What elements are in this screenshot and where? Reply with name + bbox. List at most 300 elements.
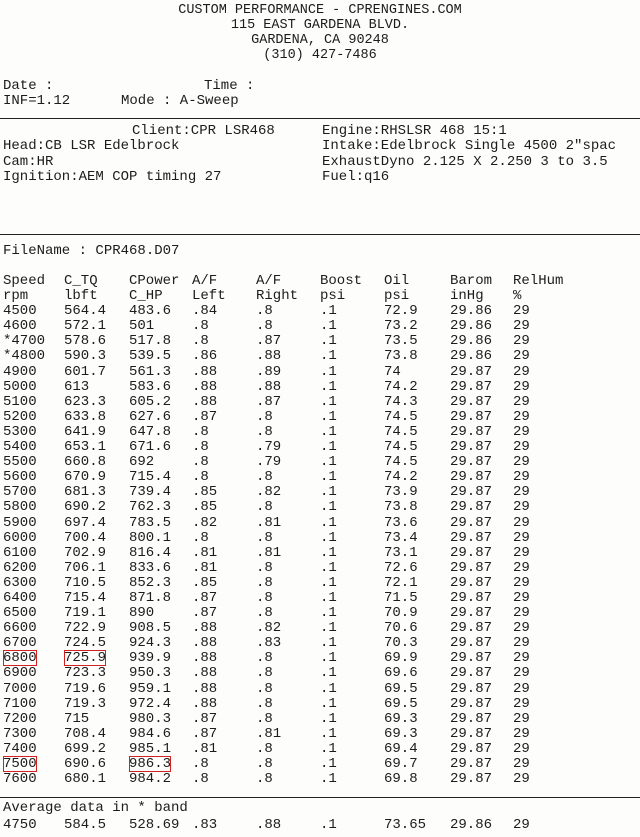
table-cell: 29.87 — [450, 695, 493, 712]
table-cell: .87 — [192, 710, 218, 727]
column-unit: C_HP — [129, 288, 163, 305]
table-cell: 29 — [513, 529, 530, 546]
table-cell: .88 — [256, 378, 282, 395]
column-header: A/F — [256, 273, 282, 289]
table-cell: 29 — [513, 484, 530, 501]
table-cell: 7200 — [3, 710, 37, 727]
average-values — [3, 818, 573, 833]
table-cell: 69.9 — [384, 650, 418, 667]
table-cell: .1 — [320, 756, 337, 772]
table-cell: .88 — [192, 665, 218, 682]
average-cell: 4750 — [3, 817, 37, 833]
table-cell: 501 — [129, 318, 155, 335]
table-cell: .85 — [192, 484, 218, 501]
table-cell: .1 — [320, 544, 337, 561]
table-row — [3, 516, 573, 531]
table-cell: 69.7 — [384, 756, 418, 772]
table-cell: 647.8 — [129, 423, 172, 440]
table-cell: 29.87 — [450, 756, 493, 772]
table-cell: 29.87 — [450, 499, 493, 516]
average-cell: 73.65 — [384, 817, 427, 833]
table-row — [3, 651, 573, 666]
table-cell: .8 — [256, 665, 273, 682]
exhaust-info: ExhaustDyno 2.125 X 2.250 3 to 3.5 — [322, 154, 608, 170]
table-row — [3, 440, 573, 455]
table-cell: 724.5 — [64, 635, 107, 652]
table-cell: .8 — [256, 771, 273, 788]
table-cell: 852.3 — [129, 574, 172, 591]
table-cell: .81 — [192, 740, 218, 757]
table-cell: 890 — [129, 605, 155, 622]
table-cell: 715.4 — [129, 469, 172, 486]
table-cell: 29.87 — [450, 725, 493, 742]
column-header: Boost — [320, 273, 363, 289]
table-cell: .8 — [192, 771, 209, 788]
table-cell: 5400 — [3, 439, 37, 456]
table-cell: 800.1 — [129, 529, 172, 546]
table-cell: .87 — [192, 605, 218, 622]
column-unit: lbft — [64, 288, 98, 305]
table-row — [3, 546, 573, 561]
table-cell: .1 — [320, 378, 337, 395]
table-cell: 29.87 — [450, 665, 493, 682]
table-cell: 29.86 — [450, 348, 493, 365]
table-cell: .1 — [320, 514, 337, 531]
table-cell: 483.6 — [129, 303, 172, 320]
table-row — [3, 349, 573, 364]
table-cell: 816.4 — [129, 544, 172, 561]
table-cell: 29 — [513, 303, 530, 320]
table-cell: .88 — [192, 363, 218, 380]
table-cell: 69.5 — [384, 695, 418, 712]
table-cell: 623.3 — [64, 393, 107, 410]
table-cell: 29.86 — [450, 333, 493, 350]
table-cell: 29 — [513, 544, 530, 561]
table-cell: .8 — [192, 454, 209, 471]
table-cell: 710.5 — [64, 574, 107, 591]
table-cell: .1 — [320, 574, 337, 591]
table-cell: 29 — [513, 695, 530, 712]
table-cell: .1 — [320, 771, 337, 788]
table-cell: 29 — [513, 423, 530, 440]
table-cell: 29.87 — [450, 635, 493, 652]
table-cell: 29 — [513, 318, 530, 335]
table-cell — [129, 757, 192, 772]
table-cell: 73.6 — [384, 514, 418, 531]
table-cell: 29.87 — [450, 514, 493, 531]
table-cell: .8 — [256, 756, 273, 772]
column-unit: psi — [384, 288, 410, 305]
table-cell: .81 — [256, 725, 282, 742]
table-cell: 706.1 — [64, 559, 107, 576]
table-cell: 69.4 — [384, 740, 418, 757]
table-cell: 719.3 — [64, 695, 107, 712]
divider-bottom — [0, 797, 640, 798]
table-cell: 578.6 — [64, 333, 107, 350]
table-cell: 29 — [513, 620, 530, 637]
table-cell: *4800 — [3, 348, 46, 365]
average-cell: 584.5 — [64, 817, 107, 833]
table-cell: 73.9 — [384, 484, 418, 501]
table-row — [3, 334, 573, 349]
table-cell: 6600 — [3, 620, 37, 637]
table-cell: 723.3 — [64, 665, 107, 682]
table-cell: 680.1 — [64, 771, 107, 788]
table-cell: .82 — [192, 514, 218, 531]
table-cell: 29.87 — [450, 574, 493, 591]
table-cell: 7100 — [3, 695, 37, 712]
table-cell: .1 — [320, 695, 337, 712]
table-cell: 29.87 — [450, 710, 493, 727]
table-cell: 29 — [513, 725, 530, 742]
column-header: CPower — [129, 273, 180, 289]
table-cell: 70.6 — [384, 620, 418, 637]
table-cell: .81 — [192, 544, 218, 561]
table-cell: 653.1 — [64, 439, 107, 456]
table-cell: 6400 — [3, 589, 37, 606]
column-unit: Left — [192, 288, 226, 305]
table-cell: .1 — [320, 605, 337, 622]
table-cell: 73.5 — [384, 333, 418, 350]
table-cell: 29.87 — [450, 408, 493, 425]
table-cell: .1 — [320, 333, 337, 350]
average-label: Average data in * band — [3, 800, 188, 816]
table-row — [3, 455, 573, 470]
table-row — [3, 425, 573, 440]
table-cell: 633.8 — [64, 408, 107, 425]
table-cell: 5700 — [3, 484, 37, 501]
table-cell: .8 — [192, 529, 209, 546]
table-cell: 29.87 — [450, 620, 493, 637]
table-cell: 29.87 — [450, 680, 493, 697]
table-cell: .1 — [320, 318, 337, 335]
table-cell: 29.87 — [450, 363, 493, 380]
table-cell: 69.3 — [384, 725, 418, 742]
table-cell: 29 — [513, 680, 530, 697]
fuel-info: Fuel:q16 — [322, 169, 390, 185]
table-cell: 74.5 — [384, 423, 418, 440]
column-unit: Right — [256, 288, 299, 305]
table-cell: 71.5 — [384, 589, 418, 606]
table-cell: .8 — [256, 529, 273, 546]
average-cell: 528.69 — [129, 817, 180, 833]
table-cell: 722.9 — [64, 620, 107, 637]
table-cell: .8 — [256, 469, 273, 486]
table-cell: 74.5 — [384, 408, 418, 425]
head-info: Head:CB LSR Edelbrock — [3, 138, 180, 154]
table-cell: .85 — [192, 499, 218, 516]
table-cell: .88 — [192, 650, 218, 667]
table-cell: 833.6 — [129, 559, 172, 576]
table-cell: 29.87 — [450, 589, 493, 606]
table-cell: 783.5 — [129, 514, 172, 531]
table-row — [3, 365, 573, 380]
table-cell: .1 — [320, 665, 337, 682]
table-cell: 564.4 — [64, 303, 107, 320]
table-cell: .8 — [256, 695, 273, 712]
column-header: RelHum — [513, 273, 564, 289]
table-row — [3, 606, 573, 621]
table-row — [3, 410, 573, 425]
table-cell: 871.8 — [129, 589, 172, 606]
table-cell: .8 — [256, 740, 273, 757]
table-cell: .88 — [256, 348, 282, 365]
table-cell: .88 — [192, 680, 218, 697]
table-cell: .81 — [192, 559, 218, 576]
highlight-box: 986.3 — [129, 756, 172, 772]
column-unit: % — [513, 288, 522, 305]
table-cell: .88 — [192, 635, 218, 652]
table-cell: 605.2 — [129, 393, 172, 410]
table-cell: 29 — [513, 650, 530, 667]
table-cell: 572.1 — [64, 318, 107, 335]
table-cell: 29.87 — [450, 484, 493, 501]
table-cell: 74 — [384, 363, 401, 380]
table-cell: 6300 — [3, 574, 37, 591]
file-name: FileName : CPR468.D07 — [3, 243, 180, 259]
table-cell: 29.87 — [450, 423, 493, 440]
table-cell: 739.4 — [129, 484, 172, 501]
table-cell: 74.3 — [384, 393, 418, 410]
table-cell: 715 — [64, 710, 90, 727]
table-cell: .1 — [320, 650, 337, 667]
highlight-box: 6800 — [3, 650, 37, 667]
table-cell: 6900 — [3, 665, 37, 682]
table-cell: 29.87 — [450, 439, 493, 456]
table-cell: .1 — [320, 725, 337, 742]
table-cell: 29 — [513, 559, 530, 576]
table-cell: .87 — [192, 589, 218, 606]
column-header: Barom — [450, 273, 493, 289]
table-cell: 984.2 — [129, 771, 172, 788]
column-header: Speed — [3, 273, 46, 289]
table-cell: 29 — [513, 408, 530, 425]
table-cell: 70.9 — [384, 605, 418, 622]
table-cell: 590.3 — [64, 348, 107, 365]
table-cell: 29 — [513, 574, 530, 591]
company-city: GARDENA, CA 90248 — [251, 33, 389, 48]
time-label: Time : — [204, 78, 255, 94]
table-row — [3, 682, 573, 697]
column-unit: inHg — [450, 288, 484, 305]
table-cell — [3, 757, 64, 772]
table-cell: 29.87 — [450, 559, 493, 576]
table-cell: .1 — [320, 559, 337, 576]
table-cell: 601.7 — [64, 363, 107, 380]
table-row — [3, 319, 573, 334]
table-row — [3, 727, 573, 742]
table-cell: .8 — [256, 650, 273, 667]
table-cell: .1 — [320, 635, 337, 652]
company-phone: (310) 427-7486 — [263, 48, 377, 63]
table-cell: 700.4 — [64, 529, 107, 546]
table-cell: 641.9 — [64, 423, 107, 440]
table-cell: 980.3 — [129, 710, 172, 727]
table-cell: 69.5 — [384, 680, 418, 697]
table-cell: 29 — [513, 605, 530, 622]
table-cell: .8 — [256, 499, 273, 516]
table-cell: .1 — [320, 303, 337, 320]
table-cell: 692 — [129, 454, 155, 471]
table-cell: 5300 — [3, 423, 37, 440]
highlight-box: 725.9 — [64, 650, 107, 667]
divider-middle — [0, 234, 640, 235]
table-row — [3, 742, 573, 757]
table-cell: 539.5 — [129, 348, 172, 365]
table-cell: 74.5 — [384, 454, 418, 471]
table-cell: 29.86 — [450, 318, 493, 335]
table-cell: 29 — [513, 469, 530, 486]
table-cell: 29.87 — [450, 771, 493, 788]
table-cell: .8 — [256, 423, 273, 440]
table-cell: 29 — [513, 333, 530, 350]
table-cell: 29 — [513, 771, 530, 788]
table-row — [3, 485, 573, 500]
table-cell: 29 — [513, 665, 530, 682]
average-cell: .83 — [192, 817, 218, 833]
table-cell: .81 — [256, 544, 282, 561]
table-cell: 29 — [513, 499, 530, 516]
table-cell: 972.4 — [129, 695, 172, 712]
table-cell: .87 — [256, 393, 282, 410]
table-cell: 7600 — [3, 771, 37, 788]
table-cell: .1 — [320, 348, 337, 365]
table-cell: 29 — [513, 710, 530, 727]
column-header: A/F — [192, 273, 218, 289]
column-header: Oil — [384, 273, 410, 289]
cam-info: Cam:HR — [3, 154, 54, 170]
intake-info: Intake:Edelbrock Single 4500 2"spac — [322, 138, 617, 154]
table-cell: 29.87 — [450, 393, 493, 410]
table-cell: 29.87 — [450, 378, 493, 395]
table-cell: .87 — [192, 725, 218, 742]
table-cell: 72.6 — [384, 559, 418, 576]
table-cell: 670.9 — [64, 469, 107, 486]
table-cell: 29 — [513, 635, 530, 652]
table-cell: .85 — [192, 574, 218, 591]
table-cell: 6500 — [3, 605, 37, 622]
table-cell: .8 — [256, 303, 273, 320]
dyno-data-table — [3, 274, 573, 787]
table-cell: .8 — [256, 589, 273, 606]
client-info: Client:CPR LSR468 — [132, 123, 275, 139]
table-cell: 939.9 — [129, 650, 172, 667]
table-cell: .82 — [256, 484, 282, 501]
table-cell: .79 — [256, 454, 282, 471]
table-cell: .1 — [320, 454, 337, 471]
table-cell: .83 — [256, 635, 282, 652]
table-cell: .88 — [192, 695, 218, 712]
table-row — [3, 636, 573, 651]
table-cell: .1 — [320, 363, 337, 380]
table-cell: 29 — [513, 514, 530, 531]
table-cell: 29 — [513, 378, 530, 395]
column-header-row — [3, 274, 573, 289]
table-cell: .1 — [320, 423, 337, 440]
table-cell: .1 — [320, 499, 337, 516]
table-cell: 690.6 — [64, 756, 107, 772]
table-cell: 29 — [513, 348, 530, 365]
table-row — [3, 470, 573, 485]
table-cell: 6100 — [3, 544, 37, 561]
table-cell: .88 — [192, 378, 218, 395]
table-cell: .1 — [320, 620, 337, 637]
table-cell: 72.9 — [384, 303, 418, 320]
table-cell: 29 — [513, 740, 530, 757]
table-cell: 984.6 — [129, 725, 172, 742]
table-row — [3, 712, 573, 727]
table-cell: 697.4 — [64, 514, 107, 531]
table-cell: 7400 — [3, 740, 37, 757]
table-row — [3, 576, 573, 591]
table-cell: 73.1 — [384, 544, 418, 561]
highlight-box: 7500 — [3, 756, 37, 772]
table-cell: 702.9 — [64, 544, 107, 561]
date-label: Date : — [3, 78, 54, 94]
average-cell: .1 — [320, 817, 337, 833]
table-cell: .8 — [192, 469, 209, 486]
table-cell: 5900 — [3, 514, 37, 531]
table-cell: 613 — [64, 378, 90, 395]
table-cell: 660.8 — [64, 454, 107, 471]
table-cell: 690.2 — [64, 499, 107, 516]
table-cell: .81 — [256, 514, 282, 531]
table-cell: .8 — [192, 756, 209, 772]
engine-info: Engine:RHSLSR 468 15:1 — [322, 123, 507, 139]
table-row — [3, 697, 573, 712]
table-cell: .8 — [192, 423, 209, 440]
table-row — [3, 395, 573, 410]
table-cell: *4700 — [3, 333, 46, 350]
table-cell: .1 — [320, 393, 337, 410]
table-cell: 719.1 — [64, 605, 107, 622]
table-cell: .79 — [256, 439, 282, 456]
table-cell: .8 — [256, 710, 273, 727]
divider-top — [0, 118, 640, 119]
table-cell: 5800 — [3, 499, 37, 516]
table-cell — [3, 651, 64, 666]
table-row — [3, 380, 573, 395]
table-cell: 29.87 — [450, 469, 493, 486]
table-cell: .1 — [320, 710, 337, 727]
table-cell: 671.6 — [129, 439, 172, 456]
column-unit: rpm — [3, 288, 29, 305]
table-cell: .87 — [256, 333, 282, 350]
company-name: CUSTOM PERFORMANCE - CPRENGINES.COM — [178, 3, 462, 18]
table-cell: 29 — [513, 393, 530, 410]
table-cell: 985.1 — [129, 740, 172, 757]
table-cell: .8 — [192, 318, 209, 335]
table-cell: 681.3 — [64, 484, 107, 501]
table-cell: 6000 — [3, 529, 37, 546]
table-cell: .1 — [320, 529, 337, 546]
table-cell: 73.2 — [384, 318, 418, 335]
table-cell: 70.3 — [384, 635, 418, 652]
table-cell: 72.1 — [384, 574, 418, 591]
table-cell: 69.8 — [384, 771, 418, 788]
table-cell: 950.3 — [129, 665, 172, 682]
company-address: 115 EAST GARDENA BLVD. — [230, 18, 410, 33]
table-cell: 6200 — [3, 559, 37, 576]
table-cell: 699.2 — [64, 740, 107, 757]
table-cell — [64, 651, 129, 666]
table-cell: .1 — [320, 439, 337, 456]
table-cell: .1 — [320, 589, 337, 606]
table-cell: 517.8 — [129, 333, 172, 350]
table-cell: 5200 — [3, 408, 37, 425]
table-cell: .1 — [320, 469, 337, 486]
average-cell: 29.86 — [450, 817, 493, 833]
